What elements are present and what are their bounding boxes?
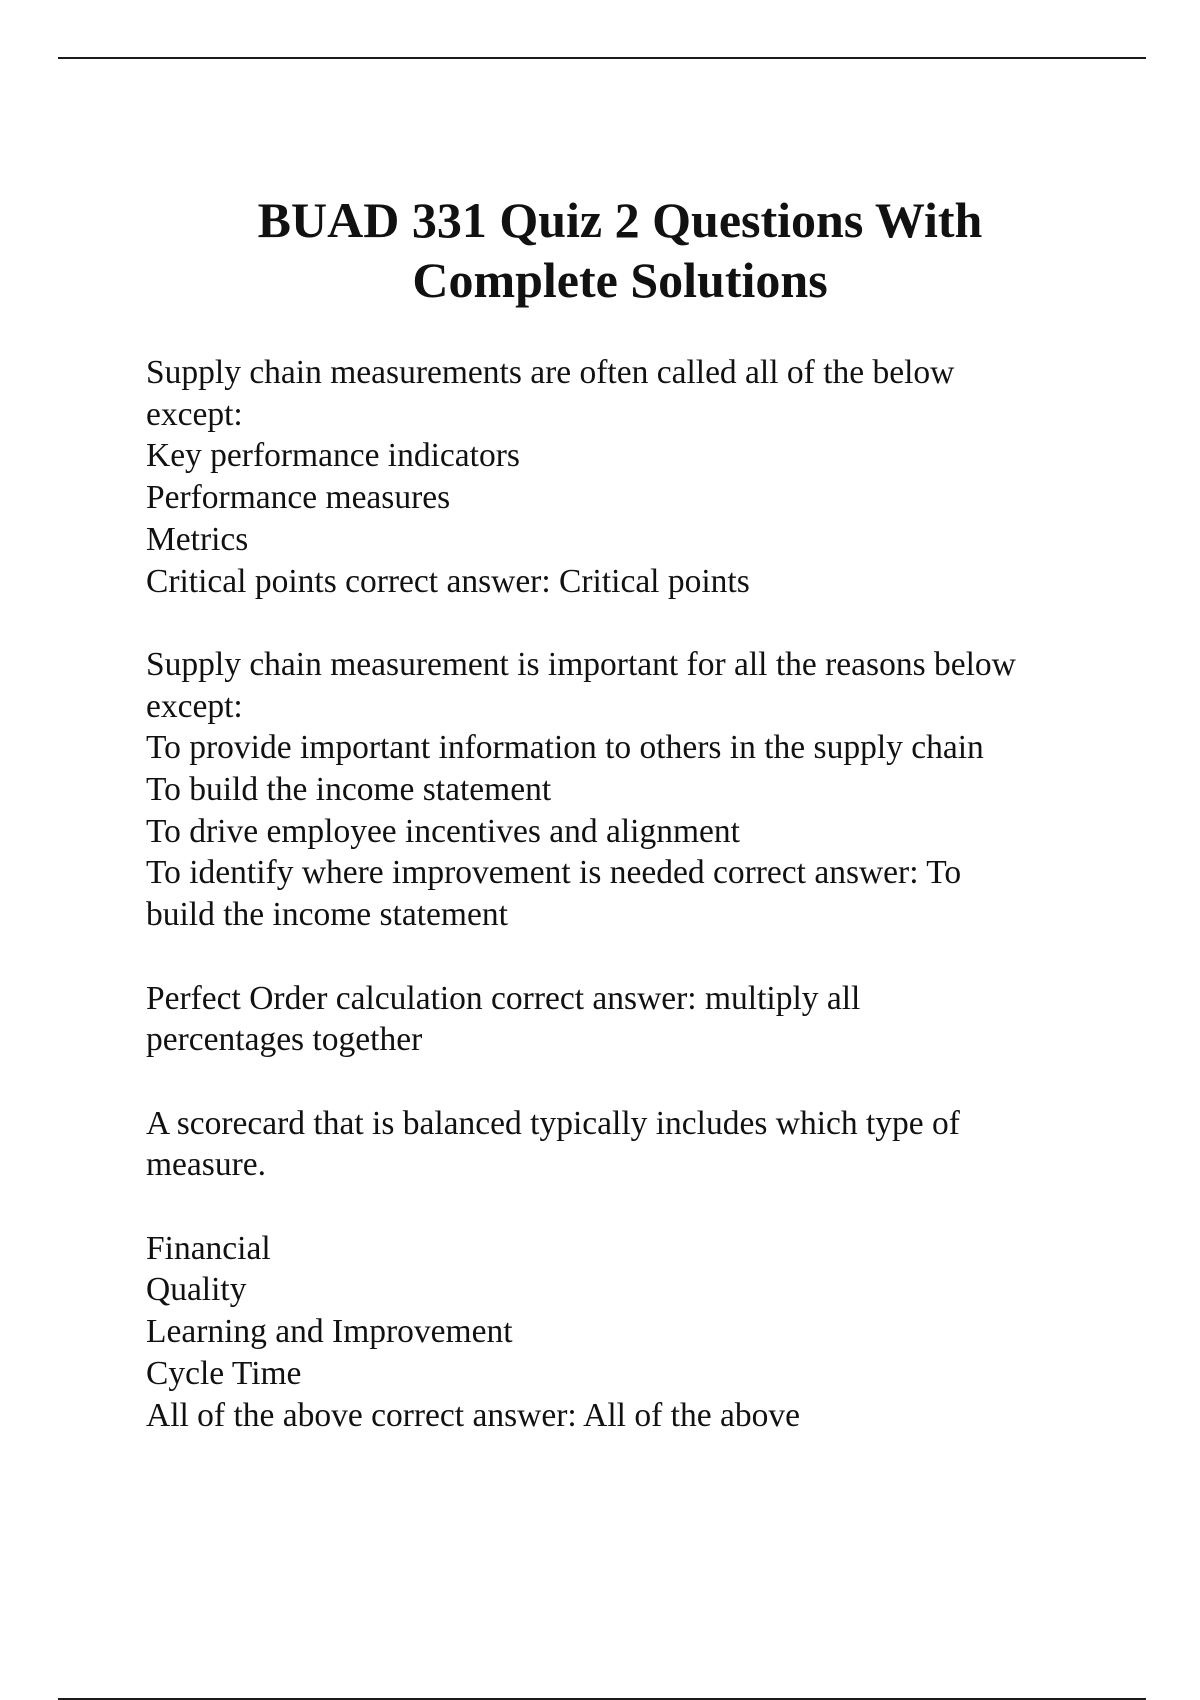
answer-option: To provide important information to others in the supply chain bbox=[146, 729, 984, 767]
title-line-2: Complete Solutions bbox=[412, 252, 828, 308]
top-divider bbox=[58, 57, 1146, 59]
answer-option: Financial bbox=[146, 1229, 271, 1267]
question-text: except: bbox=[146, 395, 243, 433]
answer-option: Metrics bbox=[146, 520, 249, 558]
correct-answer: Critical points correct answer: Critical points bbox=[146, 562, 750, 600]
answer-option: To build the income statement bbox=[146, 771, 552, 809]
correct-answer: Perfect Order calculation correct answer: multiply all bbox=[146, 979, 861, 1017]
answer-option: Performance measures bbox=[146, 479, 451, 517]
document-body bbox=[146, 352, 1156, 1436]
question-2 bbox=[146, 644, 1156, 936]
correct-answer: All of the above correct answer: All of the above bbox=[146, 1396, 800, 1434]
answer-option: Quality bbox=[146, 1271, 247, 1309]
question-text: Supply chain measurement is important for all the reasons below bbox=[146, 645, 1016, 683]
page-title bbox=[0, 190, 1200, 310]
correct-answer: To identify where improvement is needed correct answer: To bbox=[146, 854, 962, 892]
spacer bbox=[146, 1186, 1156, 1228]
question-4 bbox=[146, 1103, 1156, 1437]
correct-answer: percentages together bbox=[146, 1021, 423, 1059]
answer-option: Key performance indicators bbox=[146, 437, 520, 475]
spacer bbox=[146, 602, 1156, 644]
question-3 bbox=[146, 978, 1156, 1061]
answer-option: Learning and Improvement bbox=[146, 1313, 513, 1351]
answer-option: Cycle Time bbox=[146, 1354, 302, 1392]
question-text: except: bbox=[146, 687, 243, 725]
title-line-1: BUAD 331 Quiz 2 Questions With bbox=[257, 192, 983, 248]
question-1 bbox=[146, 352, 1156, 602]
answer-option: To drive employee incentives and alignment bbox=[146, 812, 740, 850]
correct-answer: build the income statement bbox=[146, 896, 508, 934]
spacer bbox=[146, 1061, 1156, 1103]
question-text: Supply chain measurements are often called all of the below bbox=[146, 354, 955, 391]
question-text: A scorecard that is balanced typically includes which type of bbox=[146, 1104, 960, 1142]
spacer bbox=[146, 936, 1156, 978]
question-text: measure. bbox=[146, 1146, 266, 1184]
